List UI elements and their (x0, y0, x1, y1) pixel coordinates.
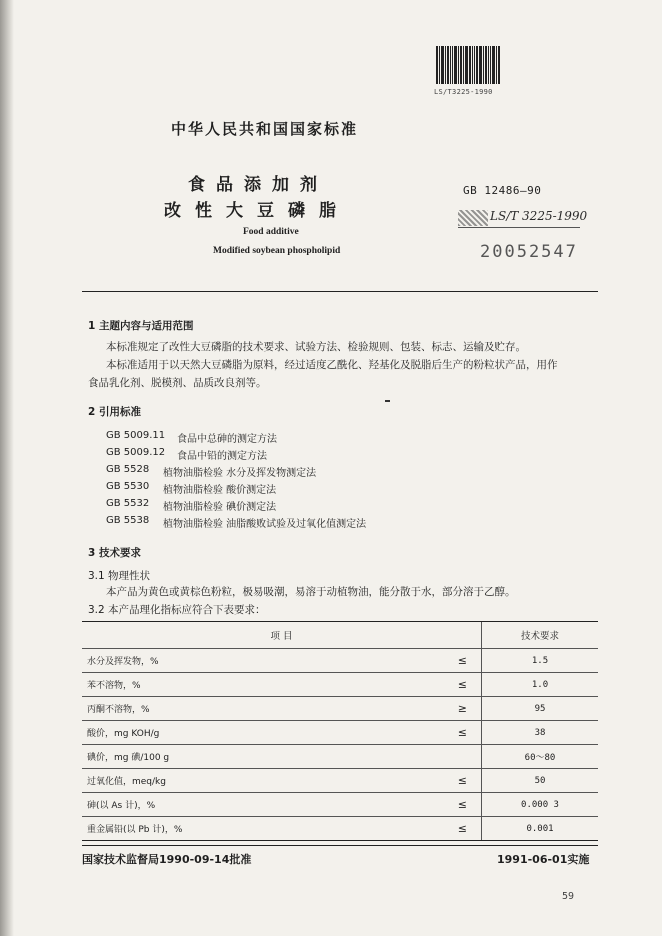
approval-text: 国家技术监督局1990-09-14批准 (82, 853, 252, 866)
item-value: 60～80 (482, 745, 599, 769)
item-value: 1.5 (482, 649, 599, 673)
title-en-line2: Modified soybean phospholipid (213, 246, 341, 256)
comparison-operator: ≤ (367, 769, 482, 793)
item-name: 砷(以 As 计)，% (82, 793, 367, 817)
table-header-row (82, 622, 598, 649)
table-row (82, 649, 598, 673)
ref-code: GB 5009.11 (106, 430, 166, 441)
comparison-operator: ≤ (367, 649, 482, 673)
ref-title: 植物油脂检验 酸价测定法 (163, 485, 277, 496)
comparison-operator: ≤ (367, 817, 482, 841)
ref-title: 食品中铅的测定方法 (177, 451, 267, 462)
comparison-operator: ≥ (367, 697, 482, 721)
table-row (82, 745, 598, 769)
effective-date-text: 1991-06-01实施 (497, 853, 590, 866)
comparison-operator: ≤ (367, 673, 482, 697)
table-row (82, 697, 598, 721)
barcode-image (436, 46, 504, 84)
section-3-1-heading: 3.1 物理性状 (88, 570, 151, 582)
ref-title: 食品中总砷的测定方法 (177, 434, 277, 445)
section-1-para1: 本标准规定了改性大豆磷脂的技术要求、试验方法、检验规则、包装、标志、运输及贮存。 (106, 341, 526, 353)
stamp-mark (458, 210, 488, 226)
section-3-2-heading: 3.2 本产品理化指标应符合下表要求： (88, 604, 266, 616)
page-number: 59 (562, 891, 575, 902)
item-name: 丙酮不溶物，% (82, 697, 367, 721)
title-en-line1: Food additive (243, 227, 299, 237)
item-value: 95 (482, 697, 599, 721)
item-value: 1.0 (482, 673, 599, 697)
col-item-header: 项 目 (82, 622, 482, 649)
table-row (82, 673, 598, 697)
comparison-operator: ≤ (367, 793, 482, 817)
item-value: 50 (482, 769, 599, 793)
stray-mark (385, 400, 390, 402)
ref-title: 植物油脂检验 油脂酸败试验及过氧化值测定法 (163, 519, 367, 530)
footer-divider (82, 845, 598, 846)
item-value: 0.000 3 (482, 793, 599, 817)
ref-code: GB 5532 (106, 498, 150, 509)
item-name: 重金属铅(以 Pb 计)，% (82, 817, 367, 841)
ref-code: GB 5538 (106, 515, 150, 526)
table-row (82, 817, 598, 841)
ref-code: GB 5530 (106, 481, 150, 492)
gb-standard-code: GB 12486—90 (463, 184, 542, 197)
item-name: 苯不溶物，% (82, 673, 367, 697)
handwritten-code: LS/T 3225-1990 (490, 209, 588, 223)
section-3-heading: 3 技术要求 (88, 547, 141, 559)
table-row (82, 793, 598, 817)
title-zh-line2: 改性大豆磷脂 (164, 201, 350, 221)
ref-code: GB 5009.12 (106, 447, 166, 458)
comparison-operator (367, 745, 482, 769)
barcode-text: LS/T3225-1990 (434, 88, 493, 96)
section-2-heading: 2 引用标准 (88, 406, 141, 418)
ref-title: 植物油脂检验 碘价测定法 (163, 502, 277, 513)
item-value: 38 (482, 721, 599, 745)
spec-table (82, 621, 598, 841)
ref-title: 植物油脂检验 水分及挥发物测定法 (163, 468, 317, 479)
item-name: 酸价，mg KOH/g (82, 721, 367, 745)
section-1-heading: 1 主题内容与适用范围 (88, 320, 194, 332)
scan-edge-shadow (0, 0, 14, 936)
handwritten-number: 20052547 (480, 242, 578, 262)
header-divider (82, 291, 598, 292)
comparison-operator: ≤ (367, 721, 482, 745)
table-row (82, 769, 598, 793)
section-1-para2-line2: 食品乳化剂、脱模剂、品质改良剂等。 (88, 377, 267, 389)
table-row (82, 721, 598, 745)
item-name: 过氧化值，meq/kg (82, 769, 367, 793)
ref-code: GB 5528 (106, 464, 150, 475)
item-value: 0.001 (482, 817, 599, 841)
title-zh-line1: 食品添加剂 (188, 175, 328, 195)
item-name: 水分及挥发物，% (82, 649, 367, 673)
section-3-1-text: 本产品为黄色或黄棕色粉粒，极易吸潮，易溶于动植物油，能分散于水，部分溶于乙醇。 (106, 586, 516, 598)
section-1-para2-line1: 本标准适用于以天然大豆磷脂为原料，经过适度乙酰化、羟基化及脱脂后生产的粉粒状产品，用作 (106, 359, 558, 371)
item-name: 碘价，mg 碘/100 g (82, 745, 367, 769)
col-requirement-header: 技术要求 (482, 622, 599, 649)
org-title: 中华人民共和国国家标准 (171, 120, 359, 138)
